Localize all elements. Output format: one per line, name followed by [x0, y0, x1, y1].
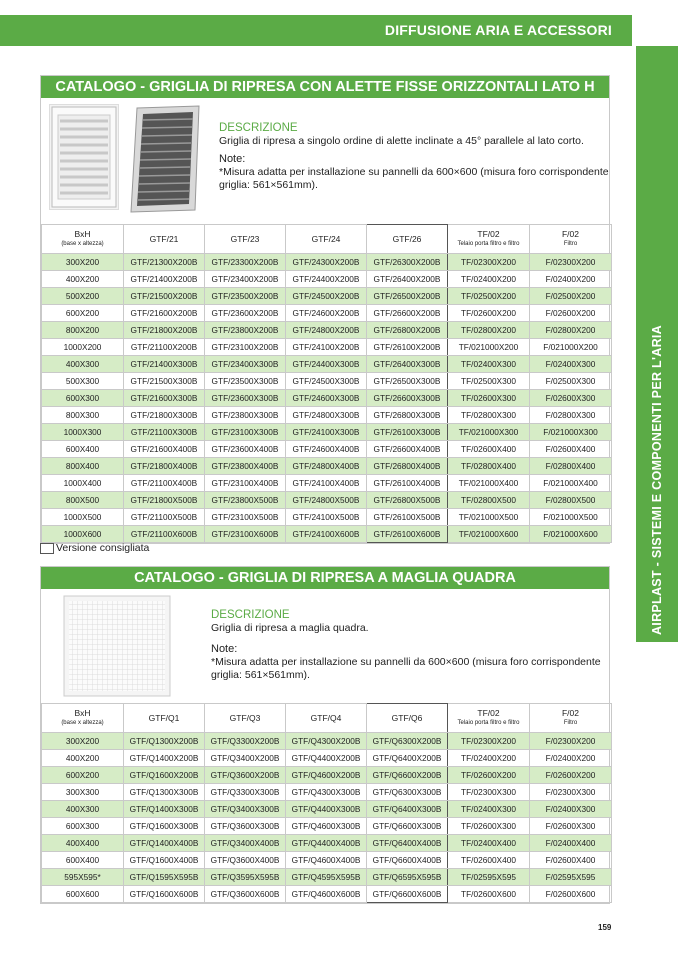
code-cell: GTF/23600X400B [205, 441, 286, 458]
size-cell: 600X200 [42, 767, 124, 784]
code-cell: GTF/26600X300B [367, 390, 448, 407]
table-row [42, 305, 612, 322]
code-cell: GTF/21300X200B [124, 254, 205, 271]
code-cell: GTF/26600X400B [367, 441, 448, 458]
code-cell: GTF/26100X500B [367, 509, 448, 526]
table-row [42, 852, 612, 869]
code-cell: GTF/24100X200B [286, 339, 367, 356]
code-cell: GTF/24800X400B [286, 458, 367, 475]
square-mesh-grille-image [63, 595, 171, 697]
table-row [42, 818, 612, 835]
code-cell: TF/02800X400 [448, 458, 530, 475]
code-cell: TF/02800X200 [448, 322, 530, 339]
code-cell: GTF/21100X500B [124, 509, 205, 526]
code-cell: GTF/23600X200B [205, 305, 286, 322]
code-cell: GTF/26500X200B [367, 288, 448, 305]
code-cell: TF/02600X400 [448, 852, 530, 869]
code-cell: GTF/24400X300B [286, 356, 367, 373]
code-cell: GTF/Q1595X595B [124, 869, 205, 886]
code-cell: GTF/Q4600X200B [286, 767, 367, 784]
code-cell: GTF/Q6595X595B [367, 869, 448, 886]
top-header [0, 0, 678, 46]
code-cell: GTF/21100X300B [124, 424, 205, 441]
table-row [42, 526, 612, 543]
table-row [42, 458, 612, 475]
code-cell: F/02600X400 [530, 852, 612, 869]
code-cell: F/02400X300 [530, 356, 612, 373]
code-cell: F/02400X200 [530, 750, 612, 767]
size-cell: 600X400 [42, 441, 124, 458]
table-row [42, 356, 612, 373]
code-cell: GTF/Q6600X600B [367, 886, 448, 903]
code-cell: GTF/Q3600X200B [205, 767, 286, 784]
size-cell: 1000X200 [42, 339, 124, 356]
code-cell: F/021000X300 [530, 424, 612, 441]
code-cell: GTF/Q4595X595B [286, 869, 367, 886]
code-cell: TF/02400X300 [448, 801, 530, 818]
size-cell: 1000X400 [42, 475, 124, 492]
code-cell: GTF/24400X200B [286, 271, 367, 288]
code-cell: F/02300X200 [530, 733, 612, 750]
code-cell: GTF/23100X500B [205, 509, 286, 526]
code-cell: GTF/Q1400X300B [124, 801, 205, 818]
code-cell: TF/02595X595 [448, 869, 530, 886]
column-header-size: BxH (base x altezza) [42, 704, 124, 733]
note-text: *Misura adatta per installazione su pannelli da 600×600 (misura foro corrispondente griglia: 561×561mm). [219, 166, 609, 191]
code-cell: GTF/21100X600B [124, 526, 205, 543]
code-cell: GTF/26400X200B [367, 271, 448, 288]
table-row [42, 441, 612, 458]
code-cell: F/02600X600 [530, 886, 612, 903]
code-cell: TF/021000X600 [448, 526, 530, 543]
code-cell: GTF/26800X300B [367, 407, 448, 424]
code-cell: TF/02600X300 [448, 818, 530, 835]
code-cell: F/021000X600 [530, 526, 612, 543]
code-cell: GTF/26600X200B [367, 305, 448, 322]
code-cell: F/02500X200 [530, 288, 612, 305]
size-cell: 500X300 [42, 373, 124, 390]
code-cell: GTF/21800X500B [124, 492, 205, 509]
louver-grille-angled-image [127, 104, 205, 214]
code-cell: TF/02800X500 [448, 492, 530, 509]
size-cell: 300X200 [42, 733, 124, 750]
table-row [42, 254, 612, 271]
code-cell: GTF/Q3600X400B [205, 852, 286, 869]
code-cell: GTF/24100X300B [286, 424, 367, 441]
code-cell: GTF/Q6400X300B [367, 801, 448, 818]
code-cell: GTF/23800X400B [205, 458, 286, 475]
code-cell: GTF/23300X200B [205, 254, 286, 271]
page-number: 159 [598, 923, 612, 932]
code-cell: GTF/23400X200B [205, 271, 286, 288]
code-cell: F/02600X300 [530, 818, 612, 835]
description-title: DESCRIZIONE [219, 122, 298, 134]
catalog-section-louver [40, 75, 610, 544]
code-cell: GTF/Q1600X600B [124, 886, 205, 903]
size-cell: 400X200 [42, 750, 124, 767]
table-row [42, 733, 612, 750]
code-cell: GTF/Q4600X300B [286, 818, 367, 835]
table-row [42, 869, 612, 886]
code-cell: GTF/24500X300B [286, 373, 367, 390]
code-cell: GTF/Q4400X200B [286, 750, 367, 767]
code-cell: GTF/24600X200B [286, 305, 367, 322]
code-cell: F/02800X300 [530, 407, 612, 424]
code-cell: GTF/26100X300B [367, 424, 448, 441]
code-cell: GTF/21400X300B [124, 356, 205, 373]
code-cell: GTF/23100X300B [205, 424, 286, 441]
code-cell: GTF/Q6400X400B [367, 835, 448, 852]
code-cell: GTF/Q3400X200B [205, 750, 286, 767]
code-cell: GTF/23100X400B [205, 475, 286, 492]
code-cell: GTF/Q1600X300B [124, 818, 205, 835]
code-cell: GTF/Q6300X200B [367, 733, 448, 750]
code-cell: GTF/26800X500B [367, 492, 448, 509]
code-cell: GTF/21100X400B [124, 475, 205, 492]
code-cell: GTF/Q6400X200B [367, 750, 448, 767]
code-cell: TF/02400X200 [448, 750, 530, 767]
code-cell: F/021000X500 [530, 509, 612, 526]
size-cell: 800X200 [42, 322, 124, 339]
code-cell: GTF/Q3600X600B [205, 886, 286, 903]
code-cell: TF/02300X300 [448, 784, 530, 801]
section-title: CATALOGO - GRIGLIA DI RIPRESA A MAGLIA QUADRA [41, 567, 609, 589]
catalog-table [41, 703, 612, 903]
code-cell: GTF/Q3600X300B [205, 818, 286, 835]
size-cell: 600X200 [42, 305, 124, 322]
table-body [42, 733, 612, 903]
code-cell: F/02600X200 [530, 305, 612, 322]
code-cell: GTF/Q3400X400B [205, 835, 286, 852]
code-cell: GTF/Q6600X200B [367, 767, 448, 784]
code-cell: GTF/Q1600X200B [124, 767, 205, 784]
size-cell: 600X300 [42, 390, 124, 407]
size-cell: 300X200 [42, 254, 124, 271]
code-cell: TF/02300X200 [448, 254, 530, 271]
code-cell: GTF/Q6600X300B [367, 818, 448, 835]
table-row [42, 492, 612, 509]
note-title: Note: [219, 153, 246, 165]
column-header: GTF/Q1 [124, 704, 205, 733]
column-header-frame: TF/02 Telaio porta filtro e filtro [448, 704, 530, 733]
code-cell: GTF/Q4600X600B [286, 886, 367, 903]
code-cell: GTF/Q4400X400B [286, 835, 367, 852]
column-header-size: BxH (base x altezza) [42, 225, 124, 254]
column-header: GTF/21 [124, 225, 205, 254]
code-cell: GTF/21100X200B [124, 339, 205, 356]
code-cell: GTF/24800X200B [286, 322, 367, 339]
table-row [42, 801, 612, 818]
code-cell: GTF/Q6300X300B [367, 784, 448, 801]
size-cell: 400X200 [42, 271, 124, 288]
table-header-row [42, 704, 612, 733]
code-cell: GTF/21600X300B [124, 390, 205, 407]
note-text: *Misura adatta per installazione su pannelli da 600×600 (misura foro corrispondente griglia: 561×561mm). [211, 656, 601, 681]
code-cell: GTF/24300X200B [286, 254, 367, 271]
column-header-recommended: GTF/Q6 [367, 704, 448, 733]
code-cell: GTF/23800X200B [205, 322, 286, 339]
table-row [42, 271, 612, 288]
code-cell: GTF/Q4300X300B [286, 784, 367, 801]
code-cell: GTF/23400X300B [205, 356, 286, 373]
code-cell: F/02300X300 [530, 784, 612, 801]
code-cell: GTF/24800X300B [286, 407, 367, 424]
code-cell: TF/02300X200 [448, 733, 530, 750]
code-cell: GTF/Q1300X200B [124, 733, 205, 750]
code-cell: GTF/Q1600X400B [124, 852, 205, 869]
code-cell: GTF/24800X500B [286, 492, 367, 509]
size-cell: 400X300 [42, 801, 124, 818]
code-cell: F/02600X400 [530, 441, 612, 458]
code-cell: GTF/23600X300B [205, 390, 286, 407]
code-cell: F/02300X200 [530, 254, 612, 271]
code-cell: GTF/Q3300X200B [205, 733, 286, 750]
code-cell: TF/021000X200 [448, 339, 530, 356]
section-title: CATALOGO - GRIGLIA DI RIPRESA CON ALETTE FISSE ORIZZONTALI LATO H [41, 76, 609, 98]
size-cell: 400X400 [42, 835, 124, 852]
code-cell: GTF/21500X300B [124, 373, 205, 390]
table-body [42, 254, 612, 543]
column-header-filter: F/02 Filtro [530, 704, 612, 733]
column-header-filter: F/02 Filtro [530, 225, 612, 254]
code-cell: F/02600X200 [530, 767, 612, 784]
code-cell: GTF/21400X200B [124, 271, 205, 288]
code-cell: TF/02800X300 [448, 407, 530, 424]
code-cell: GTF/26800X200B [367, 322, 448, 339]
code-cell: F/021000X200 [530, 339, 612, 356]
code-cell: F/02800X200 [530, 322, 612, 339]
code-cell: GTF/26100X600B [367, 526, 448, 543]
code-cell: F/02400X200 [530, 271, 612, 288]
code-cell: TF/02600X200 [448, 767, 530, 784]
description-block [211, 609, 603, 682]
legend-swatch [40, 543, 54, 554]
code-cell: GTF/21800X400B [124, 458, 205, 475]
code-cell: TF/02500X200 [448, 288, 530, 305]
code-cell: GTF/24500X200B [286, 288, 367, 305]
catalog-section-square-mesh [40, 566, 610, 904]
code-cell: TF/02600X200 [448, 305, 530, 322]
size-cell: 600X600 [42, 886, 124, 903]
product-intro [41, 98, 609, 224]
size-cell: 1000X500 [42, 509, 124, 526]
table-row [42, 886, 612, 903]
code-cell: TF/02600X400 [448, 441, 530, 458]
size-cell: 400X300 [42, 356, 124, 373]
code-cell: TF/021000X300 [448, 424, 530, 441]
size-cell: 800X300 [42, 407, 124, 424]
code-cell: GTF/23100X200B [205, 339, 286, 356]
table-row [42, 390, 612, 407]
table-row [42, 339, 612, 356]
code-cell: GTF/Q4300X200B [286, 733, 367, 750]
code-cell: GTF/21600X400B [124, 441, 205, 458]
header-title: DIFFUSIONE ARIA E ACCESSORI [384, 22, 612, 38]
description-block [219, 122, 611, 192]
catalog-table [41, 224, 612, 543]
code-cell: GTF/Q3400X300B [205, 801, 286, 818]
description-title: DESCRIZIONE [211, 609, 290, 621]
code-cell: F/02800X400 [530, 458, 612, 475]
table-row [42, 373, 612, 390]
code-cell: GTF/26800X400B [367, 458, 448, 475]
size-cell: 600X300 [42, 818, 124, 835]
size-cell: 1000X600 [42, 526, 124, 543]
description-text: Griglia di ripresa a singolo ordine di alette inclinate a 45° parallele al lato corto. [219, 135, 584, 147]
code-cell: GTF/Q4400X300B [286, 801, 367, 818]
code-cell: F/021000X400 [530, 475, 612, 492]
size-cell: 500X200 [42, 288, 124, 305]
column-header: GTF/Q3 [205, 704, 286, 733]
code-cell: F/02400X300 [530, 801, 612, 818]
code-cell: GTF/26500X300B [367, 373, 448, 390]
column-header: GTF/24 [286, 225, 367, 254]
code-cell: GTF/Q1400X200B [124, 750, 205, 767]
code-cell: GTF/Q1300X300B [124, 784, 205, 801]
size-cell: 600X400 [42, 852, 124, 869]
code-cell: F/02400X400 [530, 835, 612, 852]
table-row [42, 784, 612, 801]
code-cell: TF/02600X600 [448, 886, 530, 903]
legend [40, 542, 149, 554]
table-row [42, 750, 612, 767]
note-title: Note: [211, 643, 238, 655]
code-cell: GTF/Q1400X400B [124, 835, 205, 852]
table-row [42, 835, 612, 852]
code-cell: GTF/21500X200B [124, 288, 205, 305]
code-cell: GTF/26400X300B [367, 356, 448, 373]
table-row [42, 509, 612, 526]
column-header-frame: TF/02 Telaio porta filtro e filtro [448, 225, 530, 254]
column-header: GTF/Q4 [286, 704, 367, 733]
code-cell: TF/021000X400 [448, 475, 530, 492]
code-cell: F/02800X500 [530, 492, 612, 509]
table-row [42, 407, 612, 424]
code-cell: F/02600X300 [530, 390, 612, 407]
code-cell: GTF/24100X400B [286, 475, 367, 492]
table-header-row [42, 225, 612, 254]
code-cell: GTF/Q3300X300B [205, 784, 286, 801]
code-cell: GTF/24600X400B [286, 441, 367, 458]
product-intro [41, 589, 609, 703]
code-cell: TF/02400X400 [448, 835, 530, 852]
size-cell: 800X500 [42, 492, 124, 509]
code-cell: GTF/24100X600B [286, 526, 367, 543]
size-cell: 800X400 [42, 458, 124, 475]
table-row [42, 424, 612, 441]
code-cell: GTF/23800X500B [205, 492, 286, 509]
code-cell: GTF/Q4600X400B [286, 852, 367, 869]
code-cell: GTF/23500X300B [205, 373, 286, 390]
louver-grille-front-image [49, 104, 119, 210]
code-cell: GTF/Q6600X400B [367, 852, 448, 869]
code-cell: GTF/23500X200B [205, 288, 286, 305]
code-cell: F/02500X300 [530, 373, 612, 390]
size-cell: 300X300 [42, 784, 124, 801]
size-cell: 1000X300 [42, 424, 124, 441]
table-row [42, 475, 612, 492]
code-cell: GTF/24600X300B [286, 390, 367, 407]
side-label: AIRPLAST - SISTEMI E COMPONENTI PER L'ARIA [650, 324, 664, 636]
column-header: GTF/23 [205, 225, 286, 254]
code-cell: TF/02500X300 [448, 373, 530, 390]
table-row [42, 322, 612, 339]
code-cell: GTF/Q3595X595B [205, 869, 286, 886]
code-cell: GTF/26300X200B [367, 254, 448, 271]
code-cell: GTF/23100X600B [205, 526, 286, 543]
code-cell: GTF/21800X200B [124, 322, 205, 339]
size-cell: 595X595* [42, 869, 124, 886]
legend-label: Versione consigliata [56, 542, 150, 554]
table-row [42, 288, 612, 305]
code-cell: F/02595X595 [530, 869, 612, 886]
code-cell: GTF/21600X200B [124, 305, 205, 322]
code-cell: TF/02600X300 [448, 390, 530, 407]
code-cell: GTF/23800X300B [205, 407, 286, 424]
code-cell: TF/02400X300 [448, 356, 530, 373]
code-cell: GTF/26100X200B [367, 339, 448, 356]
column-header-recommended: GTF/26 [367, 225, 448, 254]
code-cell: GTF/21800X300B [124, 407, 205, 424]
table-row [42, 767, 612, 784]
code-cell: GTF/24100X500B [286, 509, 367, 526]
code-cell: TF/021000X500 [448, 509, 530, 526]
description-text: Griglia di ripresa a maglia quadra. [211, 622, 369, 634]
code-cell: TF/02400X200 [448, 271, 530, 288]
code-cell: GTF/26100X400B [367, 475, 448, 492]
